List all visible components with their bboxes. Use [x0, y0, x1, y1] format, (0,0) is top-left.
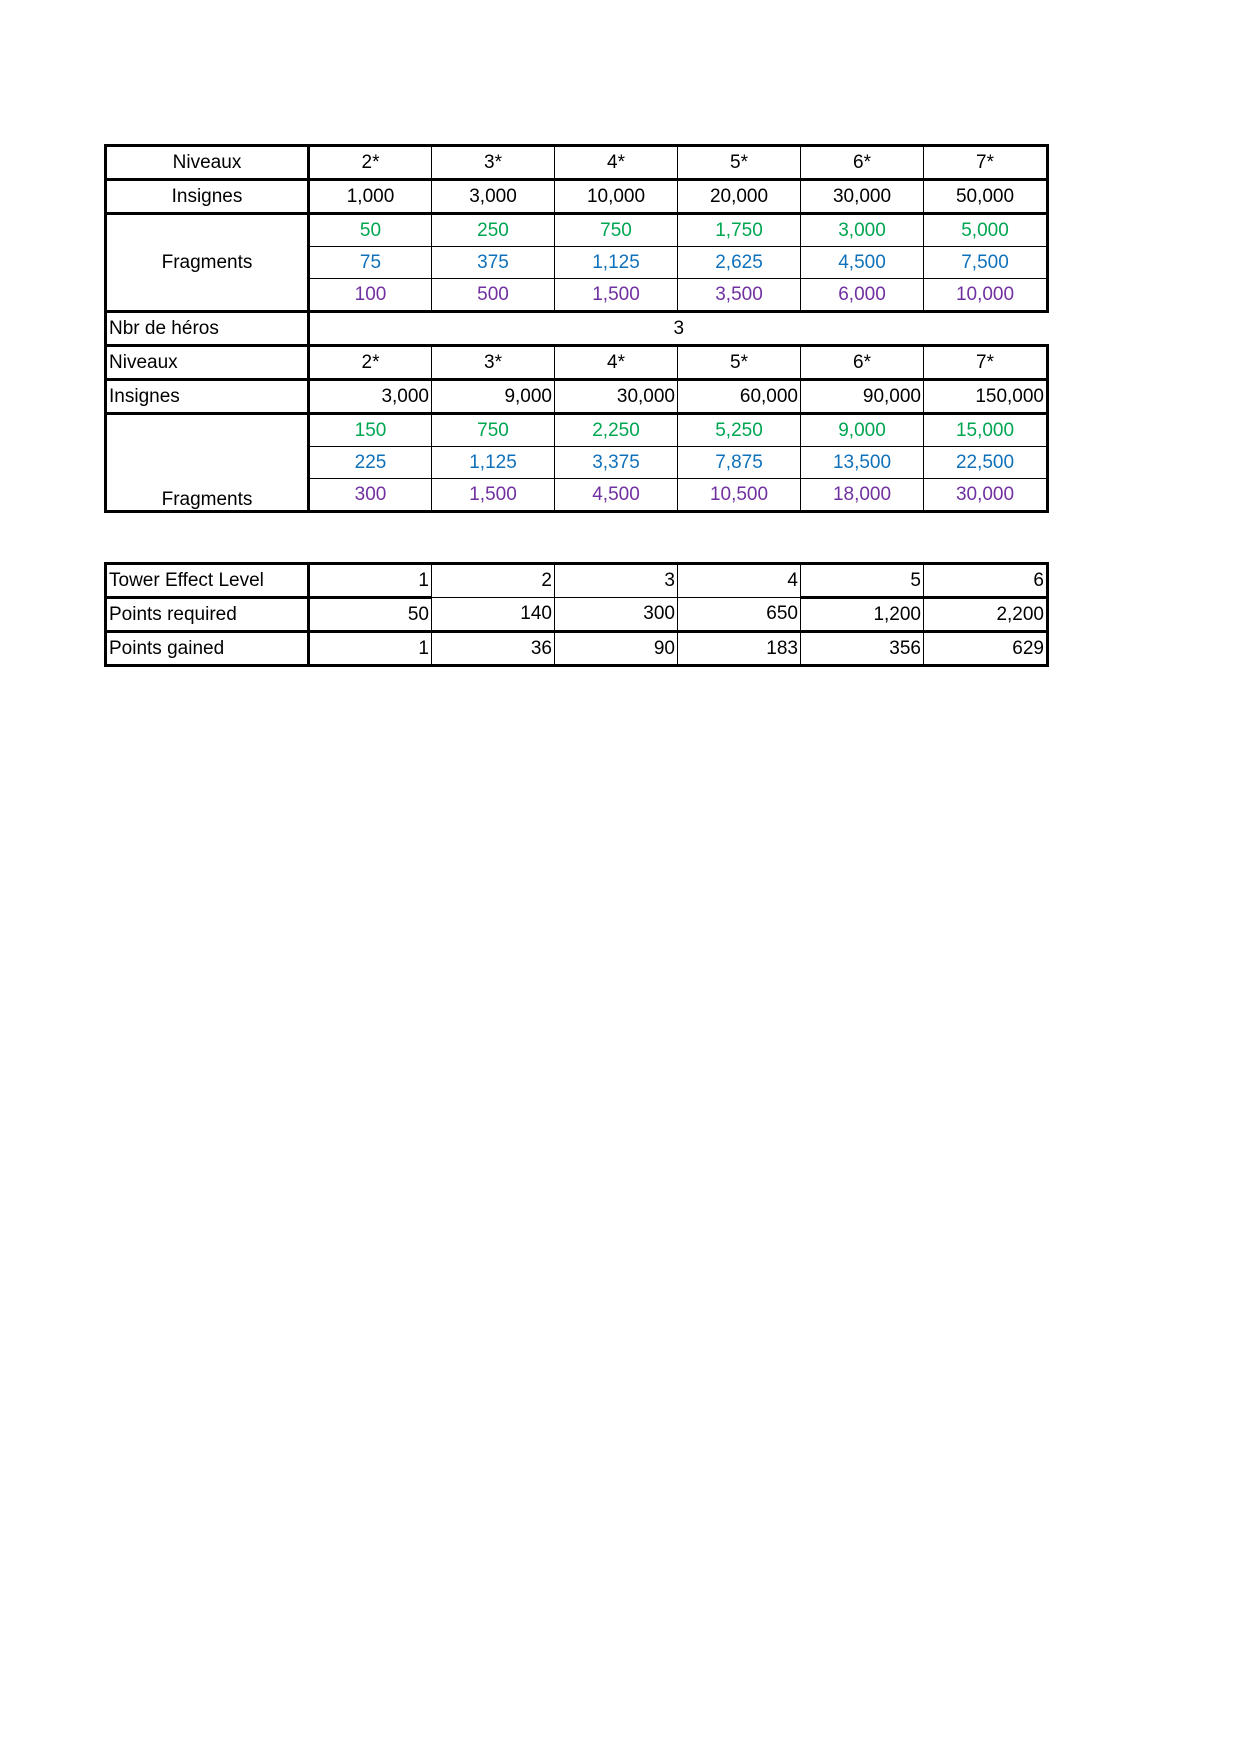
row-label: Points gained	[106, 632, 309, 666]
value-cell: 356	[801, 632, 924, 666]
fragment-blue-cell: 75	[309, 247, 432, 279]
insignes-cell: 9,000	[432, 380, 555, 414]
row-label: Tower Effect Level	[106, 564, 309, 598]
fragment-blue-cell: 22,500	[924, 447, 1048, 479]
value-cell: 629	[924, 632, 1048, 666]
insignes-cell: 1,000	[309, 180, 432, 214]
heroes-label: Nbr de héros	[106, 312, 309, 346]
value-cell: 183	[678, 632, 801, 666]
value-cell: 140	[432, 598, 555, 632]
fragment-purple-cell: 300	[309, 479, 432, 512]
fragment-green-cell: 750	[432, 414, 555, 447]
fragment-green-cell: 15,000	[924, 414, 1048, 447]
level-cell: 6*	[801, 146, 924, 180]
fragment-green-cell: 5,250	[678, 414, 801, 447]
level-cell: 3*	[432, 346, 555, 380]
insignes-label: Insignes	[106, 380, 309, 414]
level-cell: 4*	[555, 146, 678, 180]
level-cell: 5*	[678, 146, 801, 180]
fragment-green-cell: 150	[309, 414, 432, 447]
fragment-green-cell: 1,750	[678, 214, 801, 247]
fragment-purple-cell: 10,000	[924, 279, 1048, 312]
value-cell: 650	[678, 598, 801, 632]
points-gained-row	[106, 632, 1048, 666]
value-cell: 300	[555, 598, 678, 632]
fragment-green-cell: 9,000	[801, 414, 924, 447]
fragment-blue-cell: 2,625	[678, 247, 801, 279]
levels-label: Niveaux	[106, 346, 309, 380]
fragment-purple-cell: 500	[432, 279, 555, 312]
insignes-cell: 60,000	[678, 380, 801, 414]
fragment-green-cell: 2,250	[555, 414, 678, 447]
fragment-blue-cell: 225	[309, 447, 432, 479]
level-cell: 3*	[432, 146, 555, 180]
level-cell: 6*	[801, 346, 924, 380]
fragment-blue-cell: 1,125	[555, 247, 678, 279]
value-cell: 2	[432, 564, 555, 598]
value-cell: 1	[309, 632, 432, 666]
level-cell: 7*	[924, 146, 1048, 180]
fragment-blue-cell: 13,500	[801, 447, 924, 479]
fragment-purple-cell: 6,000	[801, 279, 924, 312]
value-cell: 36	[432, 632, 555, 666]
fragment-purple-cell: 30,000	[924, 479, 1048, 512]
heroes-value: 3	[309, 312, 1048, 346]
fragments-green-row-2	[106, 414, 1048, 447]
level-cell: 2*	[309, 146, 432, 180]
fragments-label: Fragments	[106, 414, 309, 512]
value-cell: 2,200	[924, 598, 1048, 632]
level-cell: 4*	[555, 346, 678, 380]
fragment-green-cell: 3,000	[801, 214, 924, 247]
levels-label: Niveaux	[106, 146, 309, 180]
fragment-purple-cell: 4,500	[555, 479, 678, 512]
fragment-blue-cell: 4,500	[801, 247, 924, 279]
fragment-purple-cell: 3,500	[678, 279, 801, 312]
fragment-blue-cell: 375	[432, 247, 555, 279]
fragment-green-cell: 250	[432, 214, 555, 247]
star-upgrade-table	[104, 144, 1049, 513]
fragment-blue-cell: 7,875	[678, 447, 801, 479]
fragment-blue-cell: 3,375	[555, 447, 678, 479]
insignes-row-1	[106, 180, 1048, 214]
fragments-green-row-1	[106, 214, 1048, 247]
points-required-row	[106, 598, 1048, 632]
value-cell: 4	[678, 564, 801, 598]
tower-effect-table	[104, 562, 1049, 667]
tower-effect-level-row	[106, 564, 1048, 598]
levels-row-2	[106, 346, 1048, 380]
fragment-purple-cell: 1,500	[555, 279, 678, 312]
row-label: Points required	[106, 598, 309, 632]
value-cell: 50	[309, 598, 432, 632]
insignes-cell: 90,000	[801, 380, 924, 414]
value-cell: 3	[555, 564, 678, 598]
value-cell: 6	[924, 564, 1048, 598]
fragment-green-cell: 50	[309, 214, 432, 247]
fragment-purple-cell: 1,500	[432, 479, 555, 512]
value-cell: 1	[309, 564, 432, 598]
fragments-label: Fragments	[106, 214, 309, 312]
fragment-green-cell: 5,000	[924, 214, 1048, 247]
insignes-cell: 3,000	[432, 180, 555, 214]
insignes-cell: 30,000	[555, 380, 678, 414]
insignes-cell: 20,000	[678, 180, 801, 214]
value-cell: 5	[801, 564, 924, 598]
insignes-cell: 10,000	[555, 180, 678, 214]
insignes-cell: 3,000	[309, 380, 432, 414]
fragment-purple-cell: 100	[309, 279, 432, 312]
insignes-cell: 50,000	[924, 180, 1048, 214]
insignes-label: Insignes	[106, 180, 309, 214]
fragment-blue-cell: 1,125	[432, 447, 555, 479]
insignes-cell: 150,000	[924, 380, 1048, 414]
levels-row-1	[106, 146, 1048, 180]
value-cell: 90	[555, 632, 678, 666]
heroes-row	[106, 312, 1048, 346]
fragment-blue-cell: 7,500	[924, 247, 1048, 279]
insignes-cell: 30,000	[801, 180, 924, 214]
level-cell: 7*	[924, 346, 1048, 380]
fragment-green-cell: 750	[555, 214, 678, 247]
value-cell: 1,200	[801, 598, 924, 632]
fragment-purple-cell: 10,500	[678, 479, 801, 512]
insignes-row-2	[106, 380, 1048, 414]
fragment-purple-cell: 18,000	[801, 479, 924, 512]
level-cell: 5*	[678, 346, 801, 380]
level-cell: 2*	[309, 346, 432, 380]
